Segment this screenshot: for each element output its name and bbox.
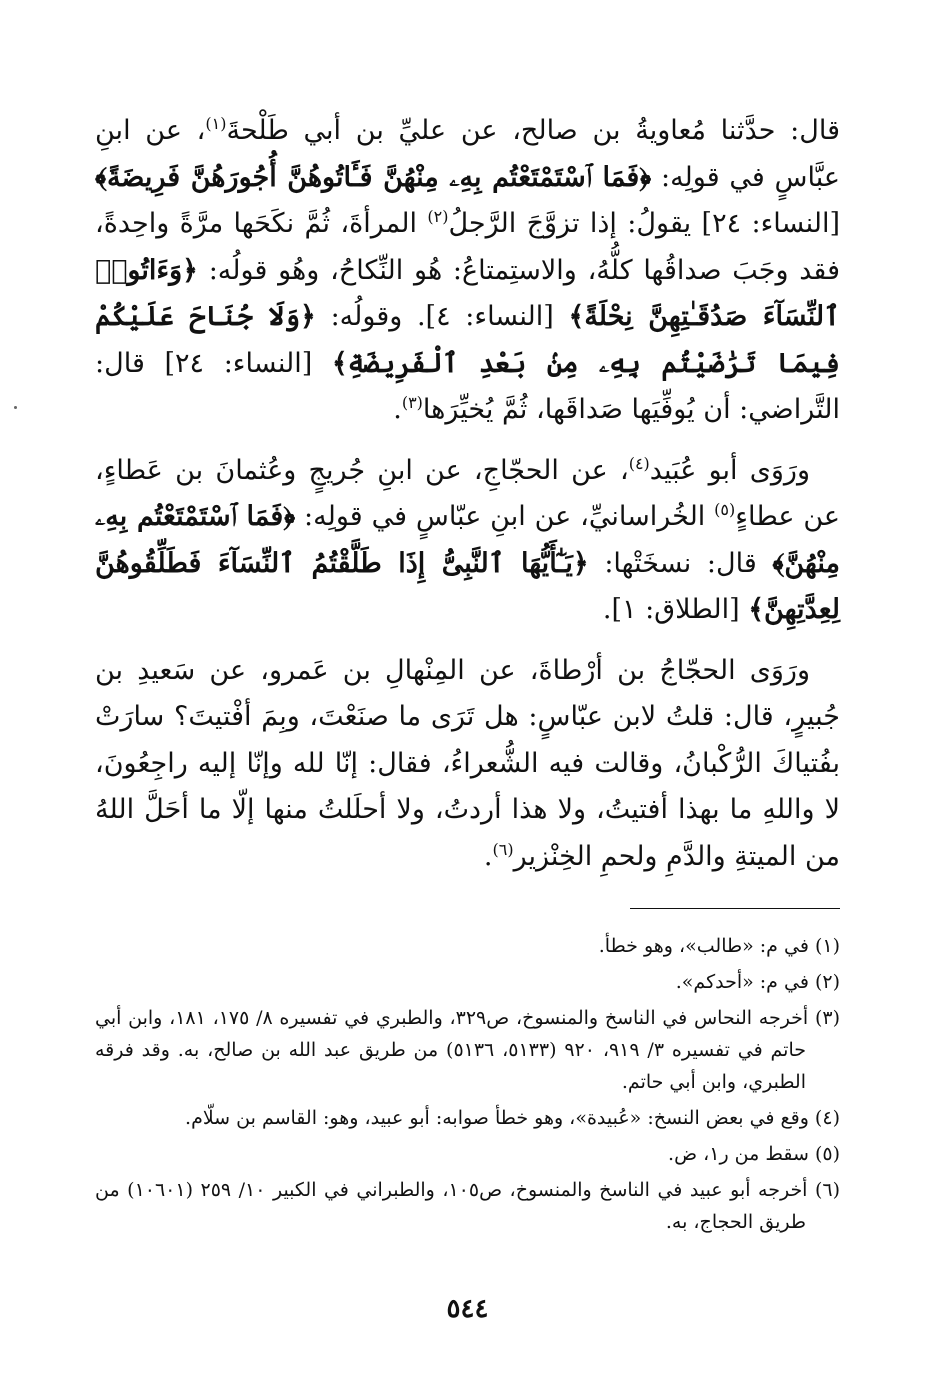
text-run: الخُراسانيِّ، عن ابنِ عبّاسٍ في قولِه: [295, 501, 715, 532]
text-run: [الطلاق: ١]. [602, 594, 749, 625]
footnote-ref: (٦) [492, 839, 514, 859]
footnote: (١) في م: «طالب»، وهو خطأ. [598, 935, 840, 957]
main-text [95, 108, 840, 880]
text-run: قال: حدَّثنا مُعاويةُ بن صالح، عن عليِّ بن أبي طَلْحةَ [226, 115, 840, 146]
footnote: (٣) أخرجه النحاس في الناسخ والمنسوخ، ص٣٢٩، والطبري في تفسيره ٨/ ١٧٥، ١٨١، وابن أبي حاتم في تفسيره ٣/ ٩١٩، ٩٢٠ (٥١٣٣، ٥١٣٦) من طريق عبد الله بن صالح، به. وقد فرقه الطبري، وابن أبي حاتم. [95, 1007, 840, 1093]
footnote: (٢) في م: «أحدكم». [675, 971, 840, 993]
text-run: [النساء: ٢٤] قال: التَّراضي: أن يُوفِّيَها صَداقَها، ثُمَّ يُخيِّرَها [95, 347, 840, 425]
footnotes [95, 930, 840, 1242]
page-number: ٥٤٤ [446, 1294, 489, 1324]
text-run: ، عن ابنِ عبَّاسٍ في قولِه: [95, 115, 840, 193]
footnote: (٦) أخرجه أبو عبيد في الناسخ والمنسوخ، ص١٠٥، والطبراني في الكبير ١٠/ ٢٥٩ (١٠٦٠١) من طريق الحجاج، به. [95, 1179, 841, 1233]
quran-verse: ﴿فَمَا ٱسْتَمْتَعْتُم بِهِۦ مِنْهُنَّ﴾ [95, 501, 840, 579]
text-run: [النساء: ٢٤] يقولُ: إذا تزوَّجَ الرَّجلُ [448, 208, 840, 239]
paragraph [95, 648, 840, 881]
text-run: ورَوَى أبو عُبَيد [649, 454, 810, 486]
footnote-ref: (٣) [401, 393, 423, 412]
footnote-ref: (٢) [427, 207, 449, 226]
text-run: . [483, 840, 493, 872]
text-run: المرأةَ، ثُمَّ نكَحَها مرَّةً واحِدةً، فقد وجَبَ صداقُها كلُّهُ، والاستِمتاعُ: هُو النِّكاحُ، وهُو قولُه: [95, 208, 840, 286]
text-run: ، عن الحجّاجِ، عن ابنِ جُريجٍ وعُثمانَ بن عَطاءٍ، عن عطاءٍ [95, 454, 840, 532]
text-run: قال: نسخَتْها: [588, 547, 773, 579]
text-run: . [393, 394, 402, 425]
footnote-ref: (٥) [714, 500, 736, 519]
text-run: [النساء: ٤]. وقولُه: [315, 301, 569, 332]
text-run: ورَوَى الحجّاجُ بن أرْطاةَ، عن المِنْهالِ بن عَمرو، عن سَعيدِ بن جُبيرٍ، قال: قلتُ لابن عبّاسٍ: هل تَرَى ما صنَعْتَ، وبِمَ أفْتيتَ؟ سارَتْ بفُتياكَ الرُّكْبانُ، وقالت فيه الشُّعراءُ، فقال: إنّا لله وإنّا إليه راجِعُونَ، لا واللهِ ما بهذا أفتيتُ، ولا هذا أردتُ، ولا أحلَلتُ منها إلّا ما أحَلَّ اللهُ من الميتةِ والدَّمِ ولحمِ الخِنْزير [95, 654, 840, 872]
paragraph [95, 108, 840, 434]
book-page [95, 108, 840, 1348]
margin-dot [14, 406, 17, 409]
footnote: (٥) سقط من ر١، ض. [668, 1143, 840, 1165]
footnote-ref: (١) [205, 114, 227, 133]
quran-verse: ﴿يَـٰٓأَيُّهَا ٱلنَّبِىُّ إِذَا طَلَّقْتُمُ ٱلنِّسَآءَ فَطَلِّقُوهُنَّ لِعِدَّتِهِنَّ﴾ [95, 547, 840, 625]
footnote-ref: (٤) [628, 453, 650, 473]
footnote: (٤) وقع في بعض النسخ: «عُبيدة»، وهو خطأ صوابه: أبو عبيد، وهو: القاسم بن سلّام. [185, 1107, 840, 1129]
quran-verse: ﴿فَمَا ٱسْتَمْتَعْتُم بِهِۦ مِنْهُنَّ فَـَٔاتُوهُنَّ أُجُورَهُنَّ فَرِيضَةً﴾ [95, 161, 652, 193]
paragraph [95, 448, 840, 634]
quran-verse: ﴿وَلَا جُنَاحَ عَلَيْكُمْ فِيمَا تَرَٰضَيْتُم بِهِۦ مِنۢ بَعْدِ ٱلْفَرِيضَةِ﴾ [95, 301, 840, 379]
footnote-separator [630, 908, 840, 909]
quran-verse: ﴿وَءَاتُوا۟ ٱلنِّسَآءَ صَدُقَـٰتِهِنَّ نِحْلَةً﴾ [95, 254, 840, 332]
